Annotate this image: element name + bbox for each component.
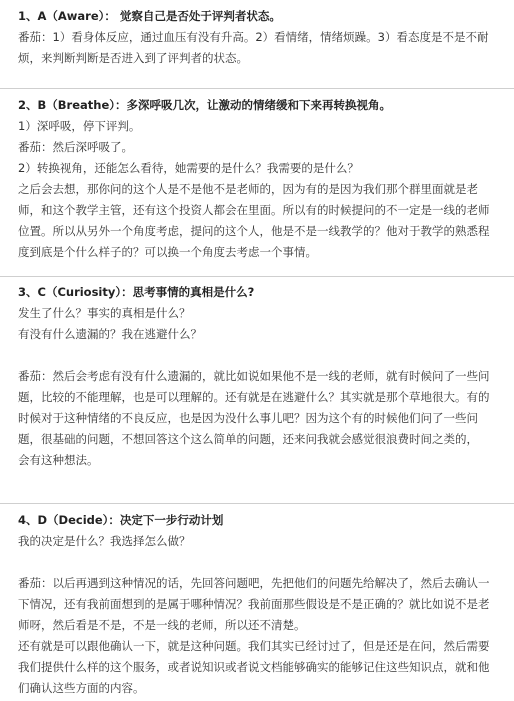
section-breathe (0, 88, 514, 276)
paragraph-line: 题，很基础的问题，不想回答这个这么简单的问题，还来问我就会感觉很浪费时间之类的， (18, 432, 478, 446)
paragraph-line: 烦，来判断判断是否进入到了评判者的状态。 (18, 51, 248, 65)
paragraph-line: 们确认这些方面的内容。 (18, 681, 145, 695)
blank-line (18, 345, 498, 366)
blank-line (18, 552, 498, 573)
paragraph-line: 题，比较的不能理解，也是可以理解的。还有就是在逃避什么？其实就是那个草地很大。有的 (18, 390, 490, 404)
section-curiosity (0, 276, 514, 503)
section-title: 1、A（Aware）： 觉察自己是否处于评判者状态。 (18, 9, 281, 23)
section-aware (0, 0, 514, 88)
paragraph-line: 我的决定是什么？我选择怎么做？ (18, 534, 191, 548)
section-decide (0, 503, 514, 701)
paragraph-line: 师，和这个教学主管，还有这个投资人都会在里面。所以有的时候提问的不一定是一线的老师 (18, 203, 490, 217)
paragraph-line: 番茄：1）看身体反应，通过血压有没有升高。2）看情绪，情绪烦躁。3）看态度是不是不耐 (18, 30, 489, 44)
paragraph-line: 发生了什么？事实的真相是什么？ (18, 306, 191, 320)
paragraph-line: 师呀，然后看是不是，不是一线的老师，所以还不清楚。 (18, 618, 306, 632)
section-title: 4、D（Decide）：决定下一步行动计划 (18, 513, 224, 527)
paragraph-line: 有没有什么遗漏的？我在逃避什么？ (18, 327, 202, 341)
paragraph-line: 之后会去想，那你问的这个人是不是他不是老师的，因为有的是因为我们那个群里面就是老 (18, 182, 478, 196)
section-title: 2、B（Breathe）：多深呼吸几次，让激动的情绪缓和下来再转换视角。 (18, 98, 391, 112)
paragraph-line: 番茄：以后再遇到这种情况的话，先回答问题吧，先把他们的问题先给解决了，然后去确认一 (18, 576, 490, 590)
paragraph-line: 番茄：然后会考虑有没有什么遗漏的，就比如说如果他不是一线的老师，就有时候问了一些问 (18, 369, 490, 383)
paragraph-line: 下情况，还有我前面想到的是属于哪种情况？我前面那些假设是不是正确的？就比如说不是老 (18, 597, 490, 611)
paragraph-line: 2）转换视角，还能怎么看待，她需要的是什么？我需要的是什么？ (18, 161, 359, 175)
paragraph-line: 番茄：然后深呼吸了。 (18, 140, 133, 154)
paragraph-line: 时候对于这种情绪的不良反应，也是因为没什么事儿吧？因为这个有的时候他们问了一些问 (18, 411, 478, 425)
paragraph-line: 度到底是个什么样子的？可以换一个角度去考虑一个事情。 (18, 245, 317, 259)
paragraph-line: 还有就是可以跟他确认一下，就是这种问题。我们其实已经讨过了，但是还是在问，然后需要 (18, 639, 490, 653)
paragraph-line: 1）深呼吸，停下评判。 (18, 119, 141, 133)
section-title: 3、C（Curiosity）：思考事情的真相是什么? (18, 285, 255, 299)
paragraph-line: 会有这种想法。 (18, 453, 99, 467)
paragraph-line: 位置。所以从另外一个角度考虑，提问的这个人，他是不是一线教学的？他对于教学的熟悉程 (18, 224, 490, 238)
paragraph-line: 我们提供什么样的这个服务，或者说知识或者说文档能够确实的能够记住这些知识点，就和他 (18, 660, 490, 674)
